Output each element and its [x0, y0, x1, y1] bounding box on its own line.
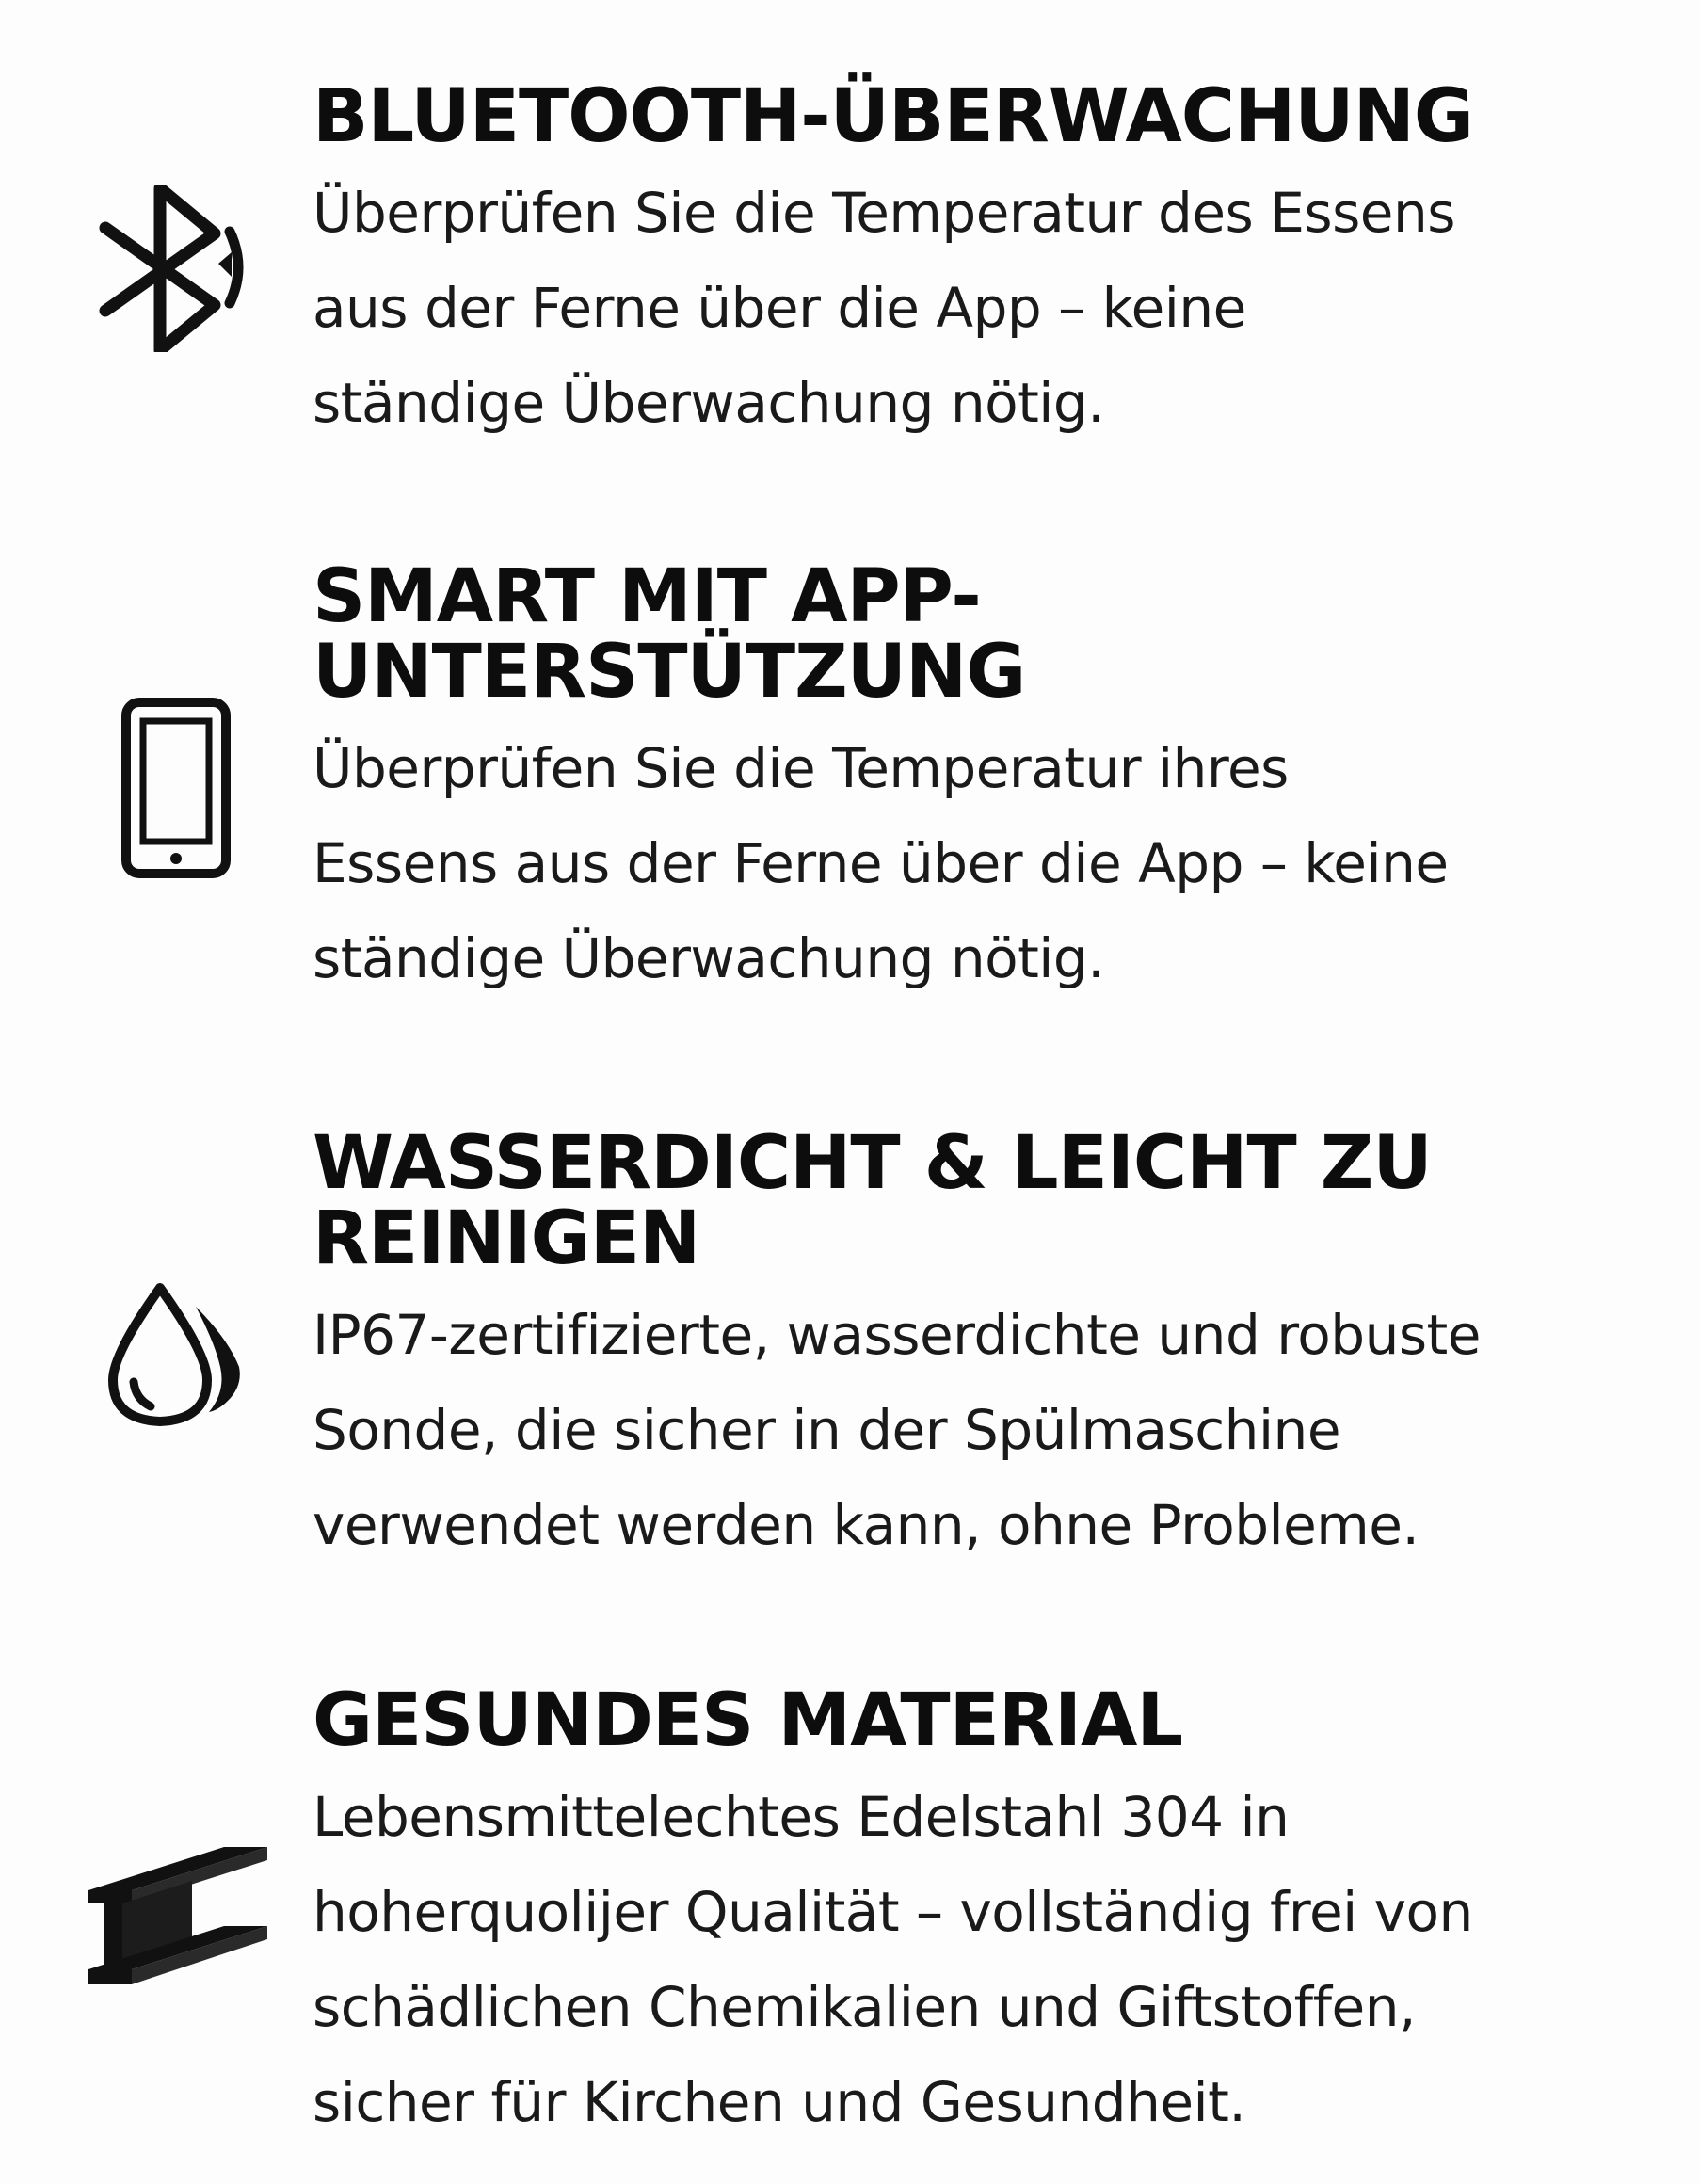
bluetooth-icon	[98, 185, 254, 352]
description-line: schädlichen Chemikalien und Giftstoffen,	[313, 1975, 1416, 2039]
feature-title: SMART MIT APP- UNTERSTÜTZUNG	[313, 554, 1026, 715]
description-line: Lebensmittelechtes Edelstahl 304 in	[313, 1785, 1290, 1849]
feature-description	[313, 1770, 1668, 2150]
description-line: aus der Ferne über die App – keine	[313, 276, 1246, 340]
steel-beam-icon	[83, 1836, 271, 1994]
description-line: Überprüfen Sie die Temperatur ihres	[313, 736, 1289, 800]
feature-title: GESUNDES MATERIAL	[313, 1678, 1183, 1763]
feature-title: BLUETOOTH-ÜBERWACHUNG	[313, 74, 1473, 159]
description-line: hoherquolijer Qualität – vollständig frei von	[313, 1880, 1473, 1944]
description-line: IP67-zertifizierte, wasserdichte und robuste	[313, 1303, 1481, 1367]
description-line: ständige Überwachung nötig.	[313, 926, 1105, 990]
description-line: Essens aus der Ferne über die App – keine	[313, 831, 1449, 895]
feature-title: WASSERDICHT & LEICHT ZU REINIGEN	[313, 1121, 1432, 1281]
feature-description	[313, 166, 1668, 451]
description-line: ständige Überwachung nötig.	[313, 371, 1105, 435]
description-line: Sonde, die sicher in der Spülmaschine	[313, 1398, 1340, 1462]
feature-description	[313, 1288, 1668, 1573]
feature-description	[313, 721, 1668, 1006]
description-line: verwendet werden kann, ohne Probleme.	[313, 1493, 1419, 1557]
water-drop-icon	[105, 1280, 247, 1427]
description-line: Überprüfen Sie die Temperatur des Essens	[313, 181, 1455, 245]
smartphone-icon	[120, 697, 232, 879]
description-line: sicher für Kirchen und Gesundheit.	[313, 2070, 1246, 2134]
